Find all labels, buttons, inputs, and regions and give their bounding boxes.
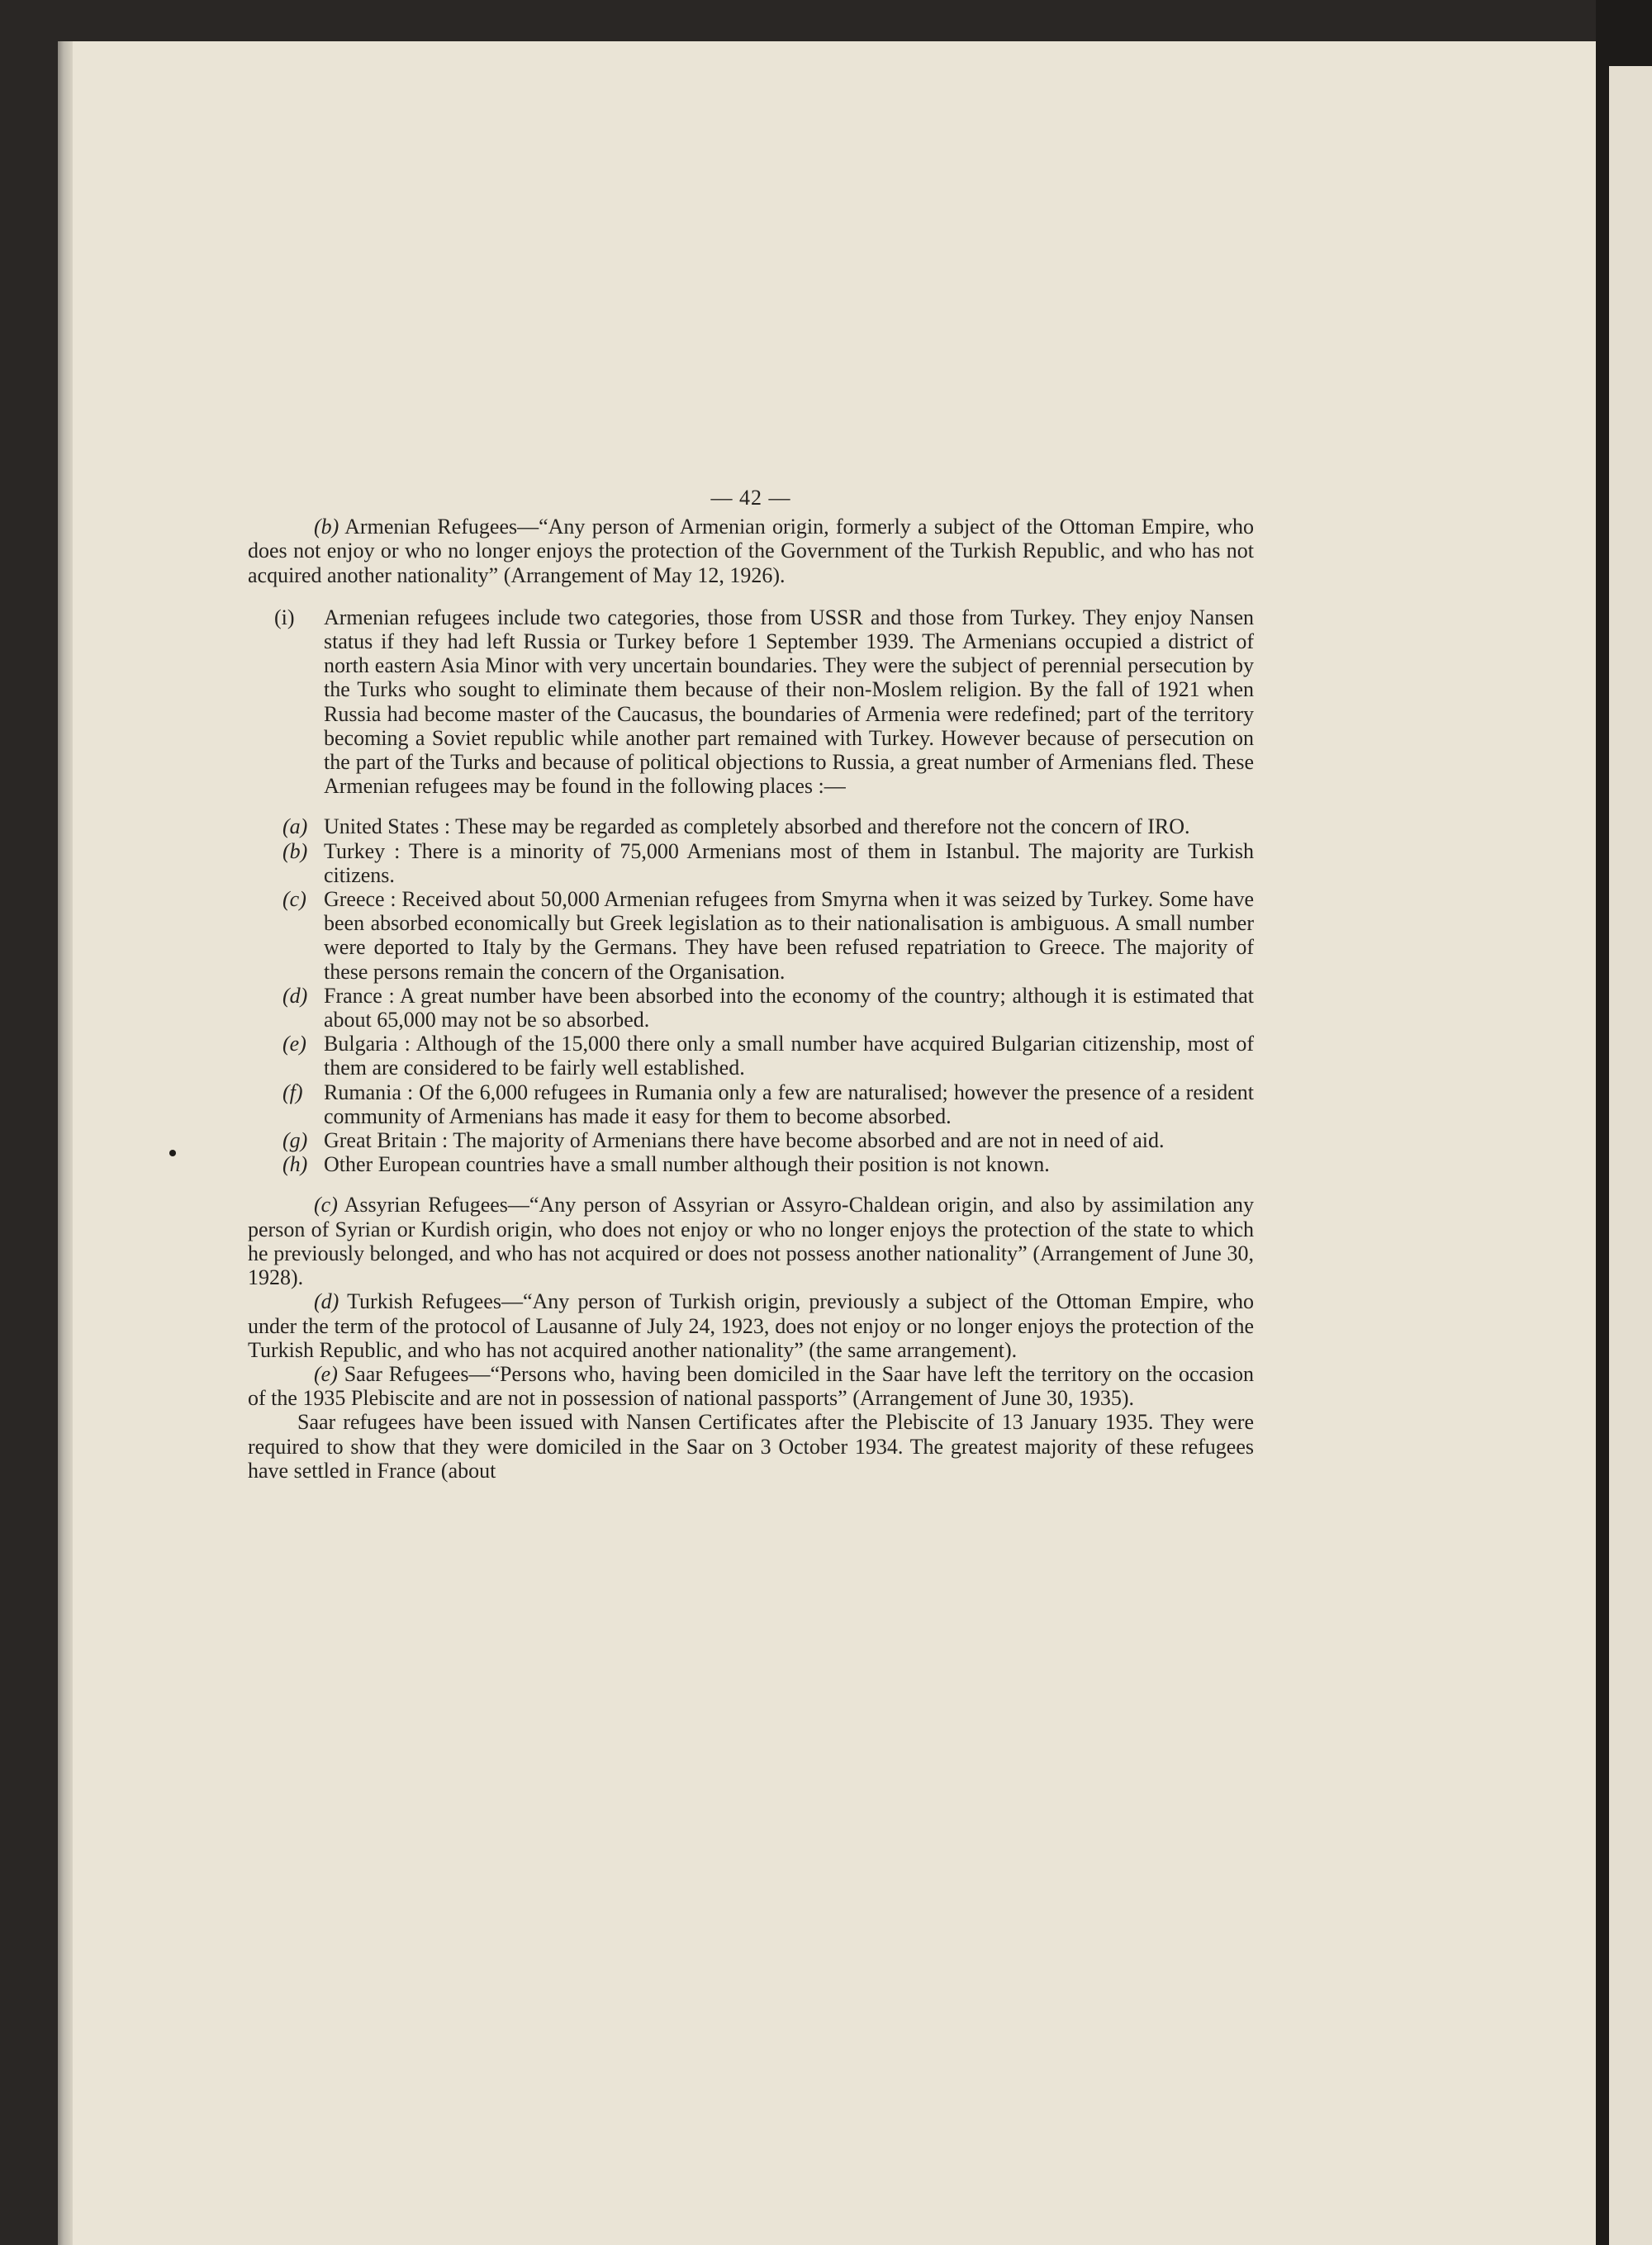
list-item	[282, 838, 1254, 887]
page-text-block	[248, 486, 1254, 1483]
list-item-text: Greece : Received about 50,000 Armenian refugees from Smyrna when it was seized by Turkey. Some have been absorbed economically but Greek legislation as to their nationalisation is ambiguous. A small number were deported to Italy by the Germans. They have been refused repatriation to Greece. The majority of these persons remain the concern of the Organisation.	[324, 887, 1254, 984]
list-item-text: Great Britain : The majority of Armenians there have become absorbed and are not in need of aid.	[324, 1128, 1165, 1153]
places-list	[282, 814, 1254, 1177]
list-item-label: (f)	[282, 1080, 303, 1104]
list-item	[282, 1080, 1254, 1128]
list-item-label: (b)	[282, 838, 308, 863]
list-item-label: (g)	[282, 1128, 308, 1153]
subparagraph-label: (i)	[274, 605, 295, 629]
list-item-text: Turkey : There is a minority of 75,000 Armenians most of them in Istanbul. The majority are Turkish citizens.	[324, 838, 1254, 887]
list-item	[282, 1128, 1254, 1153]
list-item	[282, 887, 1254, 984]
paragraph-body: Armenian Refugees—“Any person of Armenian origin, formerly a subject of the Ottoman Empire, who does not enjoy or who no longer enjoys the protection of the Government of the Turkish Republic, and who has not acquired another nationality” (Arrangement of May 12, 1926).	[248, 515, 1254, 587]
list-item-text: Bulgaria : Although of the 15,000 there only a small number have acquired Bulgarian citizenship, most of them are considered to be fairly well established.	[324, 1032, 1254, 1080]
list-item	[282, 1032, 1254, 1080]
paragraph-body: Turkish Refugees—“Any person of Turkish origin, previously a subject of the Ottoman Empire, who under the term of the protocol of Lausanne of July 24, 1923, does not enjoy or no longer enjoys the protection of the Turkish Republic, and who has not acquired another nationality” (the same arrangement).	[248, 1289, 1255, 1362]
paragraph-turkish-refugees	[248, 1289, 1254, 1362]
list-item-label: (d)	[282, 983, 308, 1008]
subparagraph-body: Armenian refugees include two categories, those from USSR and those from Turkey. They enjoy Nansen status if they had left Russia or Turkey before 1 September 1939. The Armenians occupied a district of north eastern Asia Minor with very uncertain boundaries. They were the subject of perennial persecution by the Turks who sought to eliminate them because of their non-Moslem religion. By the fall of 1921 when Russia had become master of the Caucasus, the boundaries of Armenia were redefined; part of the territory becoming a Soviet republic while another part remained with Turkey. However because of persecution on the part of the Turks and because of political objections to Russia, a great number of Armenians fled. These Armenian refugees may be found in the following places :—	[324, 605, 1254, 799]
paragraph-label: (e)	[314, 1361, 338, 1386]
subparagraph-armenian-categories	[274, 605, 1254, 799]
paragraph-body: Saar Refugees—“Persons who, having been domiciled in the Saar have left the territory on the occasion of the 1935 Plebiscite and are not in possession of national passports” (Arrangement of June 30, 1935).	[248, 1361, 1254, 1411]
paragraph-body: Assyrian Refugees—“Any person of Assyrian or Assyro-Chaldean origin, and also by assimilation any person of Syrian or Kurdish origin, who does not enjoy or who no longer enjoys the protection of the state to which he previously belonged, and who has not acquired or does not possess another nationality” (Arrangement of June 30, 1928).	[248, 1193, 1254, 1290]
page-number: — 42 —	[710, 486, 791, 510]
paragraph-label: (c)	[314, 1193, 338, 1217]
list-item-label: (a)	[282, 814, 308, 839]
list-item-text: France : A great number have been absorbed into the economy of the country; although it is estimated that about 65,000 may not be so absorbed.	[324, 983, 1254, 1032]
list-item	[282, 983, 1254, 1032]
ink-dot	[169, 1150, 176, 1156]
paragraph-label: (b)	[314, 515, 339, 539]
paragraph-saar-refugees	[248, 1362, 1254, 1410]
book-spine-edge	[58, 41, 73, 2245]
paragraph-armenian-refugees	[248, 515, 1254, 587]
list-item-label: (c)	[282, 887, 306, 912]
paragraph-label: (d)	[314, 1289, 339, 1314]
list-item	[282, 1152, 1254, 1177]
list-item-label: (h)	[282, 1152, 308, 1177]
paragraph-assyrian-refugees	[248, 1193, 1254, 1289]
list-item-text: Other European countries have a small number although their position is not known.	[324, 1152, 1050, 1177]
list-item-label: (e)	[282, 1032, 306, 1056]
adjacent-page-edge	[1609, 66, 1652, 2245]
list-item	[282, 814, 1254, 839]
list-item-text: United States : These may be regarded as completely absorbed and therefore not the concern of IRO.	[324, 814, 1190, 839]
paragraph-saar-certificates: Saar refugees have been issued with Nansen Certificates after the Plebiscite of 13 January 1935. They were required to show that they were domiciled in the Saar on 3 October 1934. The greatest majority of these refugees have settled in France (about	[248, 1410, 1254, 1483]
list-item-text: Rumania : Of the 6,000 refugees in Rumania only a few are naturalised; however the presence of a resident community of Armenians has made it easy for them to become absorbed.	[324, 1080, 1254, 1128]
